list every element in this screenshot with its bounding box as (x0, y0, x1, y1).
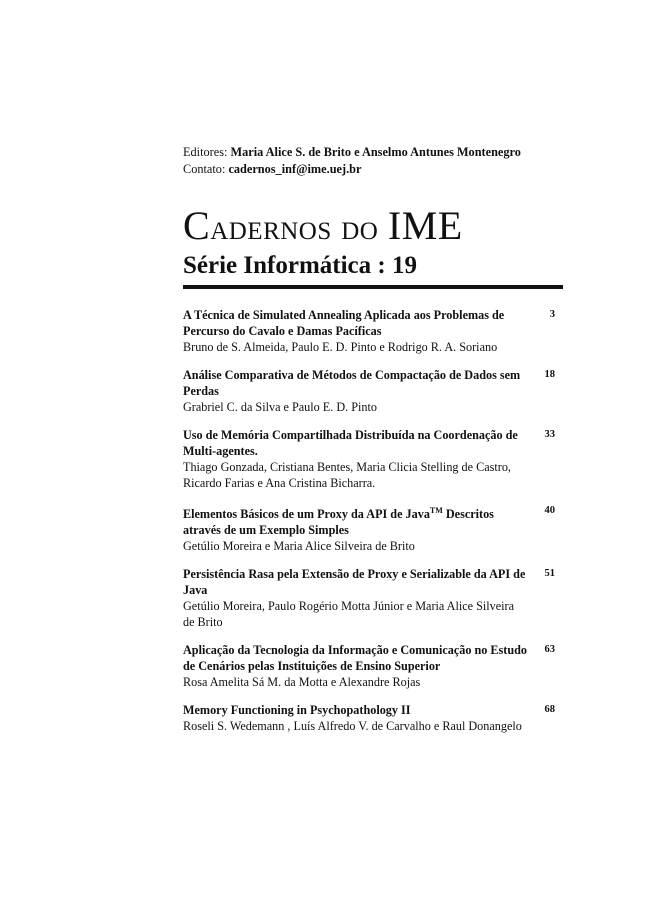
toc-entry-title-part: Descritos através de um Exemplo Simples (183, 507, 494, 538)
trademark-superscript: TM (429, 506, 443, 515)
table-of-contents (183, 307, 563, 746)
toc-entry-authors: Getúlio Moreira, Paulo Rogério Motta Júnior e Maria Alice Silveira de Brito (183, 599, 515, 630)
toc-entry-title: A Técnica de Simulated Annealing Aplicada aos Problemas de Percurso do Cavalo e Damas Pacíficas (183, 308, 505, 338)
toc-entry-page: 33 (544, 429, 555, 440)
toc-entry-title: Persistência Rasa pela Extensão de Proxy e Serializable da API de Java (183, 567, 526, 598)
toc-entry-title: Análise Comparativa de Métodos de Compactação de Dados sem Perdas (183, 368, 521, 398)
toc-entry-authors: Thiago Gonzada, Cristiana Bentes, Maria Clicia Stelling de Castro, Ricardo Farias e Ana Cristina Bicharra. (183, 460, 511, 490)
title-ime: IME (387, 203, 463, 248)
contact-email: cadernos_inf@ime.uej.br (228, 162, 362, 176)
editors-block (183, 144, 521, 178)
editors-names: Maria Alice S. de Brito e Anselmo Antunes Montenegro (230, 145, 521, 159)
editors-label: Editores: (183, 145, 228, 159)
toc-entry (183, 427, 563, 491)
toc-entry-page: 68 (544, 704, 555, 716)
masthead (183, 203, 563, 281)
title-rest: adernos do (210, 207, 388, 247)
editors-line (183, 144, 521, 161)
toc-entry (183, 307, 563, 355)
toc-entry (183, 566, 563, 630)
toc-entry-title: Uso de Memória Compartilhada Distribuída na Coordenação de Multi-agentes. (183, 428, 518, 458)
title-initial: C (183, 203, 211, 248)
toc-entry-authors: Bruno de S. Almeida, Paulo E. D. Pinto e Rodrigo R. A. Soriano (183, 340, 498, 354)
toc-entry-page: 40 (544, 505, 555, 516)
toc-entry-page: 51 (544, 568, 555, 580)
toc-entry-authors: Grabriel C. da Silva e Paulo E. D. Pinto (183, 400, 377, 414)
toc-entry-page: 63 (544, 644, 555, 656)
toc-entry-authors: Getúlio Moreira e Maria Alice Silveira de Brito (183, 539, 415, 554)
series-title: Série Informática : 19 (183, 252, 417, 279)
contact-line (183, 161, 521, 178)
toc-entry (183, 642, 563, 690)
toc-entry (183, 367, 563, 415)
toc-entry (183, 503, 563, 554)
toc-entry-page: 3 (549, 309, 555, 320)
toc-entry-page: 18 (544, 369, 555, 380)
toc-entry-title (183, 503, 528, 538)
toc-entry-authors: Roseli S. Wedemann , Luís Alfredo V. de Carvalho e Raul Donangelo (183, 719, 522, 734)
toc-entry-title-part: Elementos Básicos de um Proxy da API de Java (183, 507, 430, 522)
toc-entry (183, 702, 563, 734)
contact-label: Contato: (183, 162, 226, 176)
toc-entry-title: Memory Functioning in Psychopathology II (183, 703, 411, 718)
journal-title (183, 203, 563, 248)
toc-entry-title: Aplicação da Tecnologia da Informação e Comunicação no Estudo de Cenários pelas Instituições de Ensino Superior (183, 643, 527, 674)
title-rule (183, 285, 563, 289)
toc-entry-authors: Rosa Amelita Sá M. da Motta e Alexandre Rojas (183, 675, 421, 690)
